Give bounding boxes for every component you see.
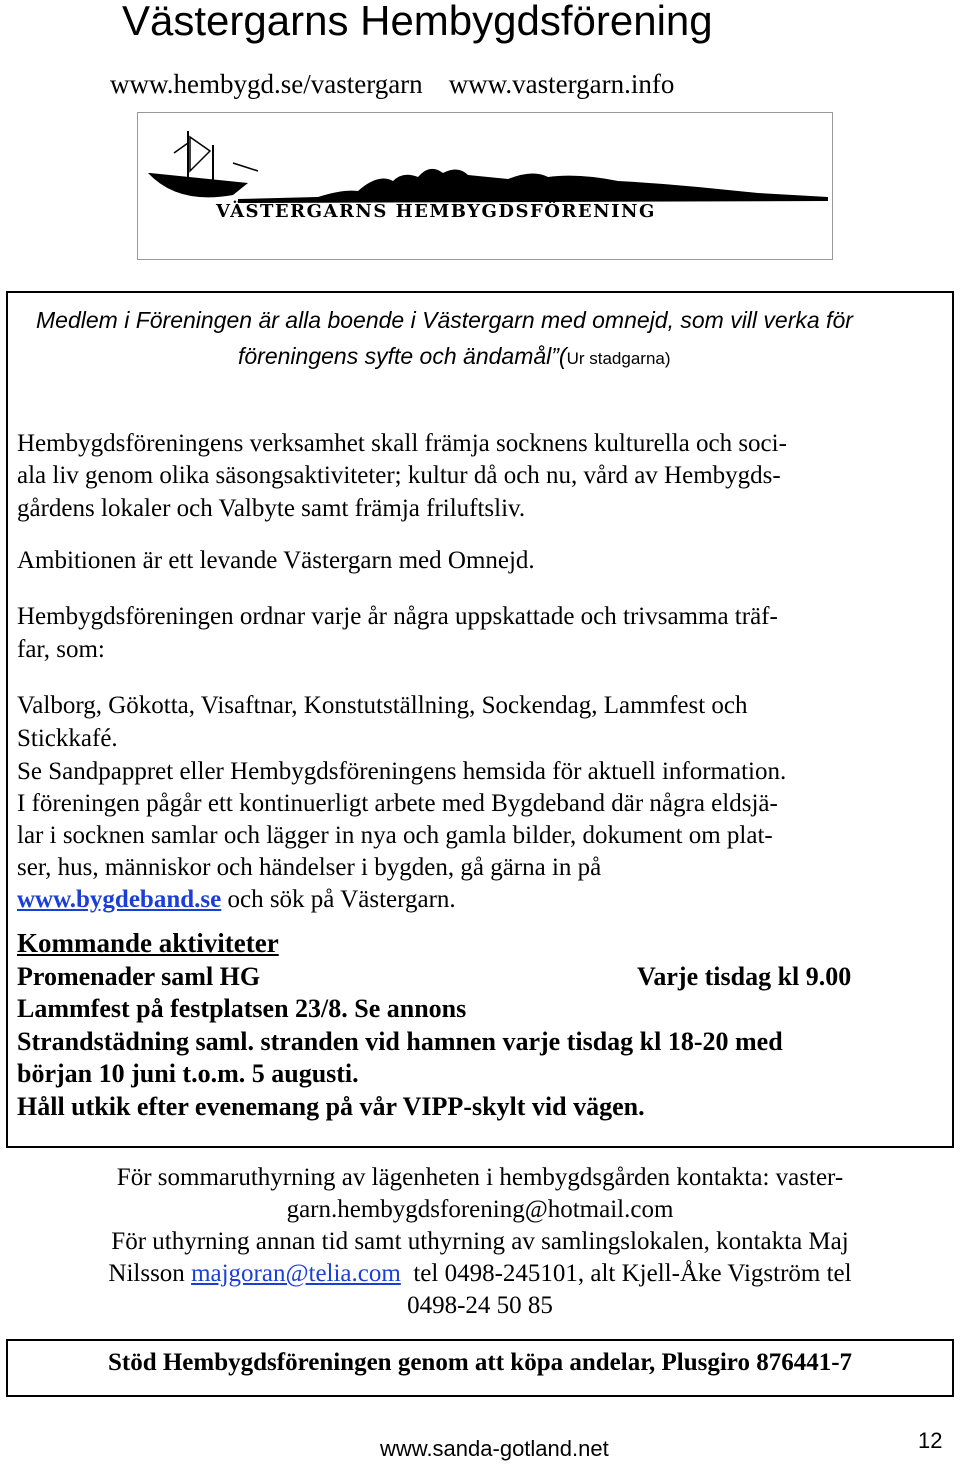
rental-line: För uthyrning annan tid samt uthyrning av samlingslokalen, kontakta Maj bbox=[111, 1228, 849, 1255]
sailing-ship-icon bbox=[148, 131, 258, 197]
telia-email-link[interactable]: majgoran@telia.com bbox=[191, 1260, 401, 1287]
hembygd-link[interactable]: www.hembygd.se/vastergarn bbox=[110, 69, 423, 99]
bygdeband-line: www.bygdeband.se och sök på Västergarn. bbox=[17, 886, 456, 913]
activity-walks: Promenader saml HG bbox=[17, 962, 261, 991]
text-line: far, som: bbox=[17, 636, 105, 663]
intro-line-1: Medlem i Föreningen är alla boende i Västergarn med omnejd, som vill verka för bbox=[36, 307, 853, 333]
text-line: Se Sandpappret eller Hembygdsföreningens hemsida för aktuell information. bbox=[17, 758, 787, 785]
shoreline bbox=[238, 169, 828, 203]
text-line: ala liv genom olika säsongsaktiviteter; kultur då och nu, vård av Hembygds- bbox=[17, 462, 781, 489]
rental-email: garn.hembygdsforening@hotmail.com bbox=[286, 1196, 674, 1223]
text-line: ser, hus, människor och händelser i bygden, gå gärna in på bbox=[17, 854, 602, 881]
activities-heading: Kommande aktiviteter bbox=[17, 928, 279, 958]
text-line: gårdens lokaler och Valbyte samt främja friluftsliv. bbox=[17, 495, 526, 522]
intro-line-2: föreningens syfte och ändamål”(Ur stadgarna) bbox=[238, 343, 671, 369]
text-line: Ambitionen är ett levande Västergarn med Omnejd. bbox=[17, 547, 535, 574]
vastergarn-info-link[interactable]: www.vastergarn.info bbox=[448, 69, 675, 99]
rental-phone: 0498-24 50 85 bbox=[407, 1292, 553, 1319]
bygdeband-link[interactable]: www.bygdeband.se bbox=[17, 886, 222, 913]
activity-vipp-sign: Håll utkik efter evenemang på vår VIPP-skylt vid vägen. bbox=[17, 1092, 645, 1121]
footer-site: www.sanda-gotland.net bbox=[380, 1436, 609, 1461]
page-title: Västergarns Hembygdsförening bbox=[122, 0, 713, 44]
text-line: lar i socknen samlar och lägger in nya och gamla bilder, dokument om plat- bbox=[17, 822, 773, 849]
text-line: I föreningen pågår ett kontinuerligt arbete med Bygdeband där några eldsjä- bbox=[17, 790, 778, 817]
header-urls bbox=[110, 66, 674, 102]
page-number: 12 bbox=[918, 1428, 943, 1453]
activity-walks-time: Varje tisdag kl 9.00 bbox=[637, 962, 852, 991]
text-line: Hembygdsföreningen ordnar varje år några uppskattade och trivsamma träf- bbox=[17, 603, 778, 630]
text-line: Stickkafé. bbox=[17, 725, 118, 752]
support-text: Stöd Hembygdsföreningen genom att köpa andelar, Plusgiro 876441-7 bbox=[107, 1349, 853, 1376]
logo-text: VÄSTERGARNS HEMBYGDSFÖRENING bbox=[216, 201, 656, 222]
association-logo bbox=[137, 112, 833, 260]
rental-contact-line: Nilsson majgoran@telia.com tel 0498-245101, alt Kjell-Åke Vigström tel bbox=[108, 1260, 852, 1287]
rental-line: För sommaruthyrning av lägenheten i hembygdsgården kontakta: vaster- bbox=[116, 1164, 844, 1191]
text-line: Valborg, Gökotta, Visaftnar, Konstutställning, Sockendag, Lammfest och bbox=[17, 692, 748, 719]
activity-beach-cleanup-dates: början 10 juni t.o.m. 5 augusti. bbox=[17, 1059, 359, 1088]
text-line: Hembygdsföreningens verksamhet skall främja socknens kulturella och soci- bbox=[17, 430, 787, 457]
activity-beach-cleanup: Strandstädning saml. stranden vid hamnen varje tisdag kl 18-20 med bbox=[17, 1027, 783, 1056]
activity-lammfest: Lammfest på festplatsen 23/8. Se annons bbox=[17, 994, 467, 1023]
